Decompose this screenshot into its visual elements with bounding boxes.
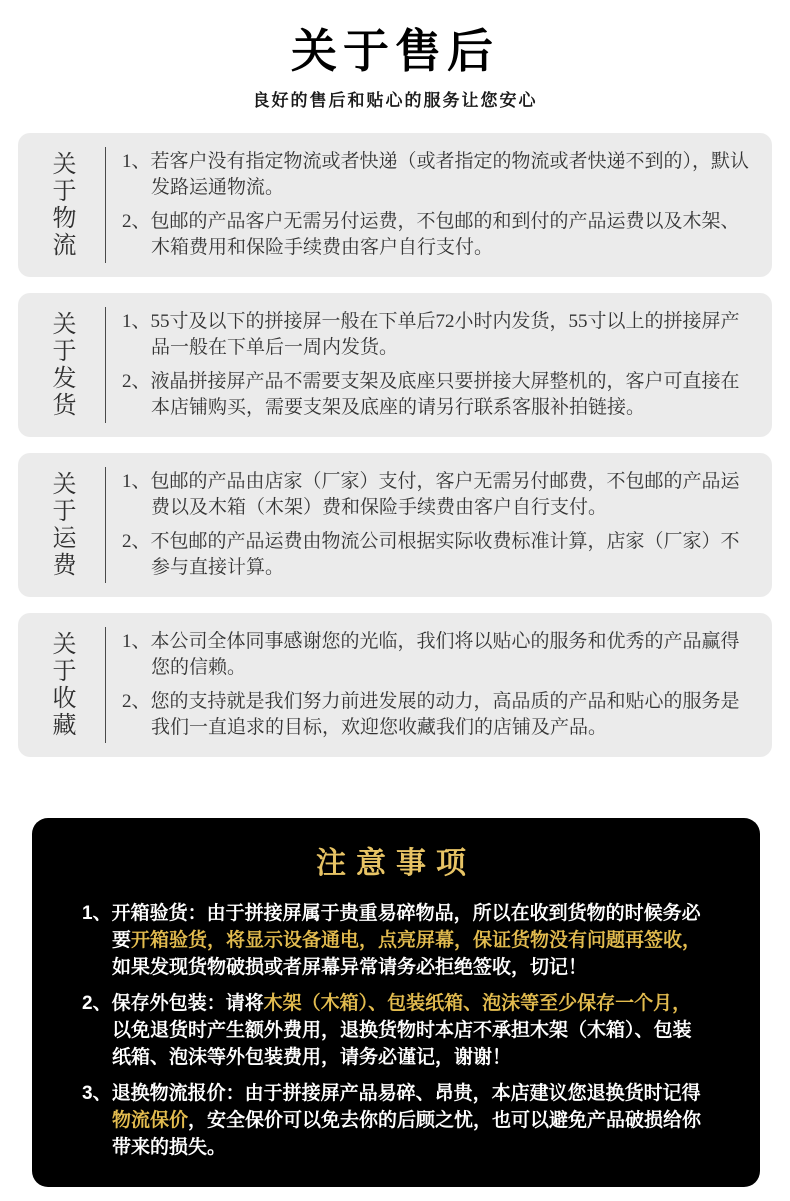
section-shipping-content — [122, 309, 750, 421]
notice-text-segment: 退换物流报价：由于拼接屏产品易碎、昂贵，本店建议您退换货时记得 — [111, 1083, 701, 1104]
notice-highlight-segment: 开箱验货，将显示设备通电，点亮屏幕，保证货物没有问题再签收， — [131, 930, 702, 951]
notice-item-number: 1、 — [82, 903, 112, 924]
section-freight — [18, 453, 772, 597]
section-favorite-item-2: 2、您的支持就是我们努力前进发展的动力，高品质的产品和贴心的服务是我们一直追求的目标，欢迎您收藏我们的店铺及产品。 — [122, 691, 740, 738]
page-subtitle: 良好的售后和贴心的服务让您安心 — [252, 91, 538, 110]
section-shipping — [18, 293, 772, 437]
notice-text-segment: 如果发现货物破损或者屏幕异常请务必拒绝签收，切记！ — [112, 957, 588, 978]
page-header — [0, 0, 790, 133]
section-logistics-label: 关于物流 — [18, 147, 106, 263]
section-logistics-item-2: 2、包邮的产品客户无需另付运费，不包邮的和到付的产品运费以及木架、木箱费用和保险手续费由客户自行支付。 — [122, 211, 740, 258]
section-freight-item-1: 1、包邮的产品由店家（厂家）支付，客户无需另付邮费，不包邮的产品运费以及木箱（木架）费和保险手续费由客户自行支付。 — [122, 471, 740, 518]
section-shipping-label: 关于发货 — [18, 307, 106, 423]
notice-title: 注意事项 — [316, 847, 476, 880]
notice-item-packaging — [82, 990, 710, 1071]
notice-item-number: 2、 — [82, 993, 112, 1014]
notice-highlight-segment: 物流保价 — [112, 1110, 189, 1131]
section-favorite — [18, 613, 772, 757]
notice-item-return-insurance — [82, 1080, 710, 1161]
section-freight-content — [122, 469, 750, 581]
section-shipping-item-2: 2、液晶拼接屏产品不需要支架及底座只要拼接大屏整机的，客户可直接在本店铺购买，需要支架及底座的请另行联系客服补拍链接。 — [122, 371, 740, 418]
section-favorite-item-1: 1、本公司全体同事感谢您的光临，我们将以贴心的服务和优秀的产品赢得您的信赖。 — [122, 631, 740, 678]
notice-item-unboxing — [82, 900, 710, 981]
notice-highlight-segment: 木架（木箱）、包装纸箱、泡沫等至少保存一个月， — [263, 993, 692, 1014]
notice-box — [32, 818, 760, 1187]
notice-text-segment: 保存外包装：请将 — [111, 993, 264, 1014]
notice-text-segment: ，安全保价可以免去你的后顾之忧，也可以避免产品破损给你带来的损失。 — [112, 1110, 702, 1158]
section-favorite-content — [122, 629, 750, 741]
notice-item-number: 3、 — [82, 1083, 112, 1104]
page-title: 关于售后 — [291, 26, 499, 77]
section-shipping-item-1: 1、55寸及以下的拼接屏一般在下单后72小时内发货，55寸以上的拼接屏产品一般在下单后一周内发货。 — [122, 311, 740, 358]
section-logistics-item-1: 1、若客户没有指定物流或者快递（或者指定的物流或者快递不到的），默认发路运通物流。 — [122, 151, 750, 198]
notice-text-segment: 以免退货时产生额外费用，退换货物时本店不承担木架（木箱）、包装纸箱、泡沫等外包装费用，请务必谨记，谢谢！ — [112, 1020, 692, 1068]
section-logistics-content — [122, 149, 750, 261]
section-freight-label: 关于运费 — [18, 467, 106, 583]
section-favorite-label: 关于收藏 — [18, 627, 106, 743]
section-logistics — [18, 133, 772, 277]
section-freight-item-2: 2、不包邮的产品运费由物流公司根据实际收费标准计算，店家（厂家）不参与直接计算。 — [122, 531, 740, 578]
notice-text-segment: 开箱验货：由于拼接屏属于贵重易碎物品，所以在收到货物的时候务必要 — [111, 903, 701, 951]
